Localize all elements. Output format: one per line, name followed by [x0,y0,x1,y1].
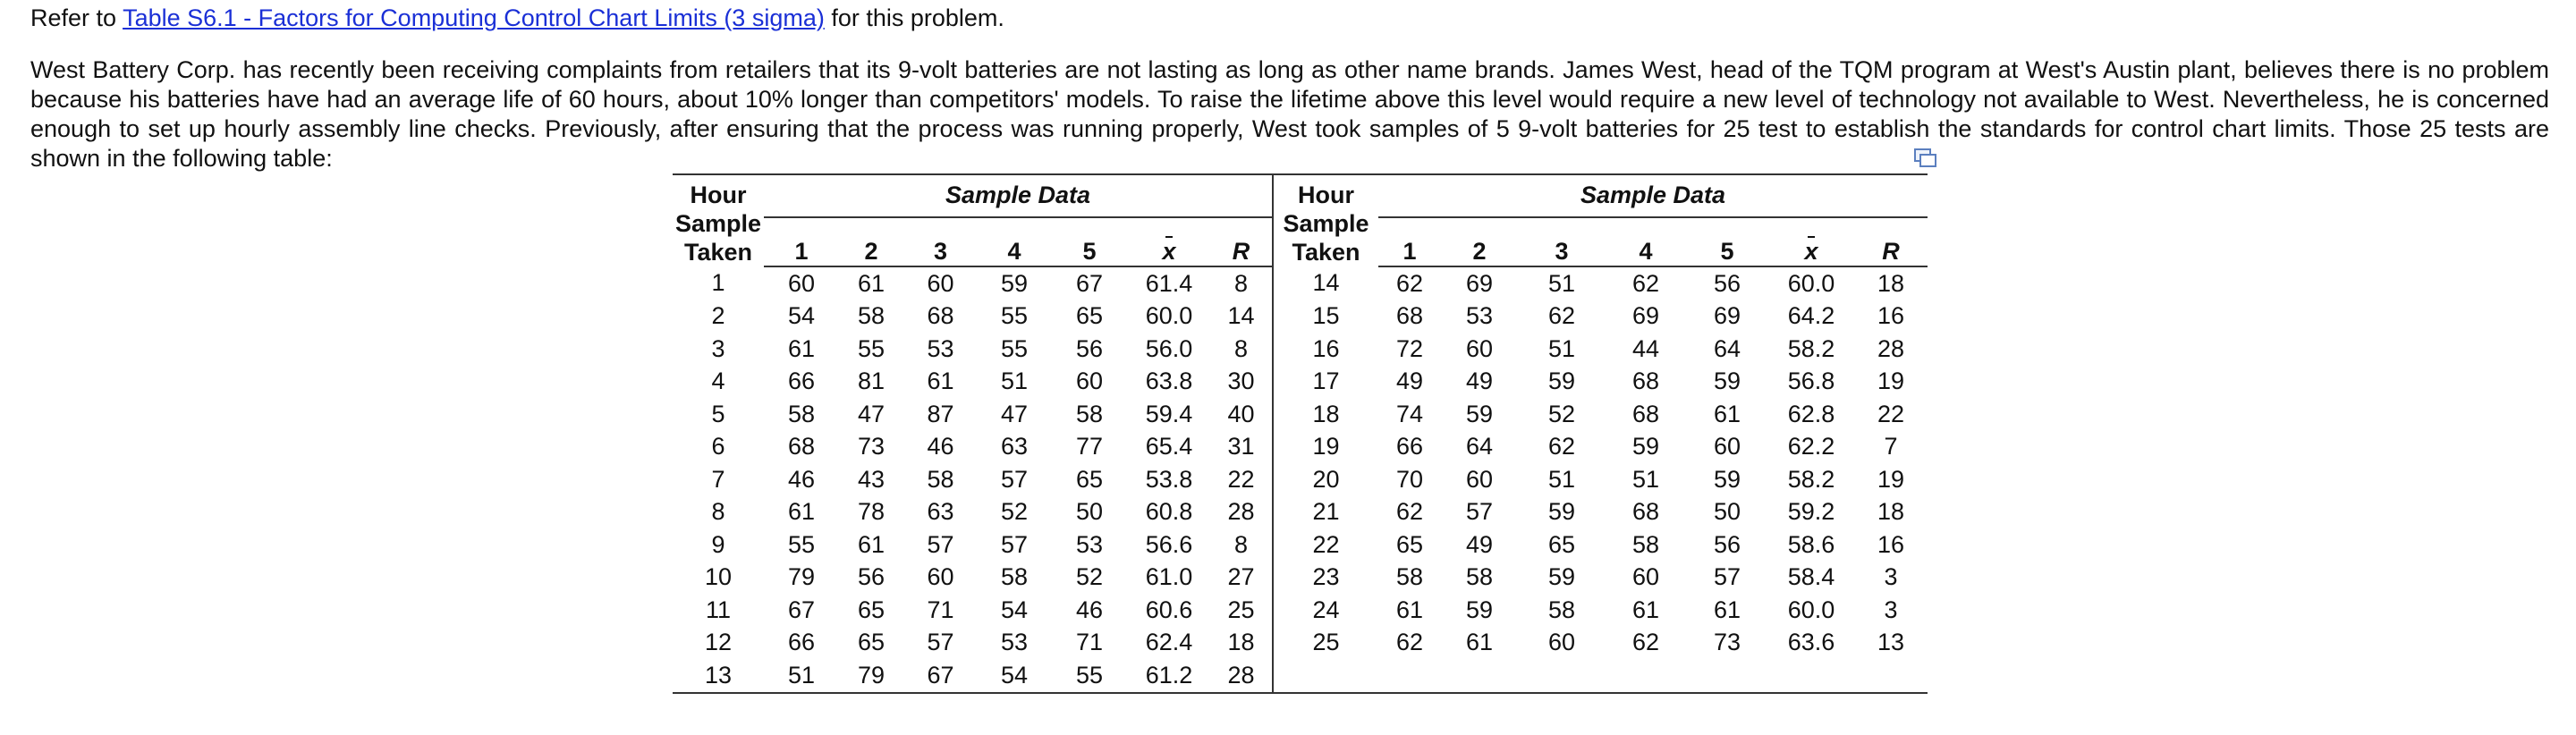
column-header-left-1 [839,217,903,266]
hour-header-right [1273,174,1378,266]
value-cell: 61 [857,530,886,558]
value-cell: 56 [857,563,886,591]
column-header-left-5 [1128,217,1210,266]
value-cell: 56 [1713,269,1741,297]
value-cell: 77 [1075,433,1104,460]
value-cell: 3 [1884,596,1898,623]
value-cell: 65.4 [1145,433,1193,460]
table-row [673,266,1928,300]
value-cell: 16 [1877,530,1905,558]
value-cell: 59.4 [1145,400,1193,427]
column-header-right-3 [1606,217,1686,266]
value-cell: 44 [1631,334,1660,362]
value-cell: 57 [927,629,954,656]
value-cell: 58 [857,302,886,330]
value-cell: 65 [1075,302,1104,330]
value-cell: 72 [1395,334,1424,362]
value-cell: 58.6 [1787,530,1835,558]
value-cell: 56.6 [1145,530,1193,558]
value-cell: 58 [787,400,816,427]
value-cell: 60 [1465,465,1494,493]
value-cell: 81 [857,368,886,395]
value-cell: 62 [1547,433,1576,460]
value-cell: 58 [1000,563,1029,591]
value-cell: 87 [927,400,954,427]
value-cell: 62 [1631,629,1660,656]
value-cell: 51 [1547,269,1576,297]
value-cell: 60 [1713,433,1741,460]
hour-cell: 3 [711,334,725,362]
value-cell: 43 [857,465,886,493]
hour-cell: 16 [1312,334,1340,362]
column-header-right-1 [1441,217,1518,266]
value-cell: 61 [787,498,816,526]
value-cell: 69 [1631,302,1660,330]
value-cell [1854,659,1928,693]
table-row [673,627,1928,660]
value-cell: 18 [1877,498,1905,526]
value-cell: 60.6 [1145,596,1193,623]
value-cell: 66 [1395,433,1424,460]
value-cell: 69 [1465,269,1494,297]
value-cell: 40 [1210,398,1273,431]
value-cell: 61 [1713,596,1741,623]
value-cell: 62 [1547,302,1576,330]
value-cell: 31 [1210,431,1273,464]
value-cell: 61 [927,368,954,395]
value-cell: 46 [787,465,816,493]
value-cell: 79 [839,659,903,693]
hour-cell: 24 [1312,596,1340,623]
value-cell: 61 [1631,596,1660,623]
value-cell: 63.6 [1787,629,1835,656]
value-cell: 47 [857,400,886,427]
value-cell: 28 [1210,496,1273,529]
table-row [673,463,1928,496]
table-row [673,496,1928,529]
value-cell: 50 [1713,498,1741,526]
hour-cell [1273,659,1378,693]
value-cell: 61 [1465,629,1494,656]
table-row [673,594,1928,627]
value-cell: 62.8 [1787,400,1835,427]
value-cell: 60 [1631,563,1660,591]
value-cell: 22 [1210,463,1273,496]
value-cell: 18 [1877,269,1905,297]
value-cell: 25 [1210,594,1273,627]
value-cell: 58.4 [1787,563,1835,591]
value-cell: 65 [1075,465,1104,493]
value-cell: 60 [1547,629,1576,656]
sample-data-table [673,173,1928,694]
value-cell: 62 [1395,498,1424,526]
problem-description: West Battery Corp. has recently been receiving complaints from retailers that its 9-volt batteries are not lasting as long as other name brands. James West, head of the TQM program at West's Austin plant, believes there is no problem because his batteries have had an average life of 60 hours, about 10% longer than competitors' models. To raise the lifetime above this level would require a new level of technology not available to West. Nevertheless, he is concerned enough to set up hourly assembly line checks. Previously, after ensuring that the process was running properly, West took samples of 5 9-volt batteries for 25 test to establish the standards for control chart limits. Those 25 tests are shown in the following table: [30,56,2549,172]
value-cell: 52 [1547,400,1576,427]
value-cell: 64.2 [1787,302,1835,330]
value-cell: 58 [1395,563,1424,591]
value-cell: 55 [1051,659,1128,693]
column-header-label: 5 [1082,238,1097,265]
hour-header-line: Sample [674,210,762,237]
hour-cell: 2 [711,302,725,330]
sample-data-table-container [673,173,1928,694]
sample-data-title-left: Sample Data [764,174,1273,217]
value-cell: 46 [927,433,954,460]
value-cell: 60.0 [1145,302,1193,330]
value-cell: 51 [1631,465,1660,493]
value-cell [1768,659,1854,693]
value-cell: 7 [1884,433,1898,460]
value-cell: 68 [1395,302,1424,330]
value-cell: 53 [927,334,954,362]
hour-cell: 4 [711,368,725,395]
value-cell: 27 [1210,562,1273,595]
hour-header-left [673,174,764,266]
column-header-label: R [1232,238,1250,265]
value-cell: 61.2 [1128,659,1210,693]
value-cell: 8 [1210,266,1273,300]
hour-cell: 11 [705,596,732,623]
hour-cell: 14 [1312,269,1340,297]
value-cell: 22 [1877,400,1905,427]
table-row [673,659,1928,693]
value-cell: 30 [1210,366,1273,399]
column-header-left-6 [1210,217,1273,266]
value-cell: 58 [1075,400,1104,427]
value-cell: 14 [1210,300,1273,334]
value-cell: 58 [927,465,954,493]
value-cell: 57 [1465,498,1494,526]
column-header-right-2 [1518,217,1606,266]
value-cell: 68 [787,433,816,460]
value-cell: 55 [1000,334,1029,362]
value-cell: 55 [857,334,886,362]
hour-cell: 22 [1312,530,1340,558]
hour-header-line: Sample [1283,210,1369,237]
value-cell: 66 [787,368,816,395]
value-cell [1518,659,1606,693]
value-cell: 59 [1713,368,1741,395]
column-header-label: 1 [1402,238,1417,265]
hour-cell: 19 [1312,433,1340,460]
column-header-label: 2 [864,238,878,265]
hour-cell: 17 [1312,368,1340,395]
column-header-right-0 [1378,217,1441,266]
hour-cell: 12 [704,629,733,656]
value-cell: 19 [1877,465,1905,493]
value-cell: 67 [903,659,978,693]
sample-data-title-right: Sample Data [1378,174,1928,217]
value-cell: 53 [1075,530,1104,558]
value-cell: 49 [1395,368,1424,395]
value-cell: 55 [1000,302,1029,330]
column-header-right-5 [1768,217,1854,266]
value-cell: 70 [1395,465,1424,493]
value-cell: 73 [857,433,886,460]
value-cell: 57 [1000,530,1029,558]
value-cell: 68 [1631,368,1660,395]
value-cell: 47 [1000,400,1029,427]
column-header-left-4 [1051,217,1128,266]
value-cell: 61.0 [1145,563,1193,591]
hour-cell: 15 [1312,302,1340,330]
column-header-label: R [1882,238,1900,265]
value-cell: 62 [1395,629,1424,656]
value-cell: 59.2 [1787,498,1835,526]
column-header-label: 4 [1639,238,1653,265]
column-header-label: 1 [794,238,809,265]
table-row [673,431,1928,464]
intro-prefix: Refer to [30,4,123,31]
column-header-label: 2 [1472,238,1487,265]
value-cell: 65 [1395,530,1424,558]
value-cell: 8 [1210,333,1273,366]
value-cell: 59 [1465,400,1494,427]
hour-cell: 10 [704,563,733,591]
value-cell: 63.8 [1145,368,1193,395]
hour-header-line: Hour [1298,182,1354,208]
hour-cell: 9 [711,530,725,558]
value-cell: 28 [1210,659,1273,693]
hour-header-line: Taken [683,239,753,266]
value-cell: 67 [1075,269,1104,297]
value-cell [1686,659,1768,693]
column-header-left-0 [764,217,839,266]
hour-cell: 5 [711,400,725,427]
value-cell: 66 [787,629,816,656]
value-cell: 3 [1884,563,1898,591]
value-cell: 57 [1000,465,1029,493]
factors-table-link[interactable]: Table S6.1 - Factors for Computing Control Chart Limits (3 sigma) [123,4,825,31]
value-cell: 50 [1075,498,1104,526]
value-cell: 60 [1075,368,1104,395]
value-cell: 64 [1713,334,1741,362]
column-header-label: x [1162,238,1176,265]
table-row [673,562,1928,595]
value-cell: 61 [1395,596,1424,623]
value-cell: 63 [927,498,954,526]
hour-header-line: Taken [1292,239,1360,266]
value-cell: 56 [1713,530,1741,558]
value-cell: 57 [1713,563,1741,591]
value-cell: 60.0 [1787,269,1835,297]
value-cell: 78 [857,498,886,526]
value-cell: 54 [978,659,1051,693]
value-cell: 62 [1631,269,1660,297]
column-header-label: 5 [1720,238,1734,265]
value-cell: 64 [1465,433,1494,460]
value-cell: 59 [1000,269,1029,297]
value-cell: 59 [1547,563,1576,591]
value-cell: 67 [787,596,816,623]
value-cell: 61 [787,334,816,362]
value-cell: 71 [927,596,954,623]
value-cell: 56 [1075,334,1104,362]
value-cell: 8 [1210,528,1273,562]
value-cell: 59 [1547,368,1576,395]
value-cell: 68 [1631,400,1660,427]
value-cell: 79 [787,563,816,591]
value-cell: 68 [1631,498,1660,526]
value-cell: 61 [857,269,886,297]
value-cell: 16 [1877,302,1905,330]
value-cell: 68 [927,302,954,330]
value-cell: 59 [1631,433,1660,460]
value-cell [1606,659,1686,693]
value-cell: 51 [1000,368,1029,395]
value-cell: 19 [1877,368,1905,395]
hour-cell: 18 [1312,400,1340,427]
column-header-right-6 [1854,217,1928,266]
value-cell: 49 [1465,530,1494,558]
column-header-right-4 [1686,217,1768,266]
hour-cell: 23 [1312,563,1340,591]
value-cell: 73 [1713,629,1741,656]
value-cell: 61 [1713,400,1741,427]
column-header-label: 3 [933,238,948,265]
hour-cell: 8 [711,498,725,526]
hour-header-line: Hour [690,182,747,208]
value-cell [1378,659,1441,693]
value-cell [1441,659,1518,693]
value-cell: 49 [1465,368,1494,395]
hour-cell: 21 [1312,498,1340,526]
value-cell: 51 [764,659,839,693]
value-cell: 52 [1075,563,1104,591]
value-cell: 13 [1877,629,1905,656]
value-cell: 74 [1395,400,1424,427]
hour-cell: 7 [711,465,725,493]
value-cell: 58.2 [1787,334,1835,362]
value-cell: 65 [857,596,886,623]
value-cell: 28 [1877,334,1905,362]
value-cell: 51 [1547,465,1576,493]
column-header-label: 3 [1555,238,1569,265]
value-cell: 58 [1465,563,1494,591]
value-cell: 60 [927,269,954,297]
column-header-left-3 [978,217,1051,266]
value-cell: 59 [1713,465,1741,493]
value-cell: 60 [1465,334,1494,362]
value-cell: 62.4 [1145,629,1193,656]
column-header-label: x [1804,238,1818,265]
value-cell: 59 [1465,596,1494,623]
value-cell: 18 [1210,627,1273,660]
value-cell: 53.8 [1145,465,1193,493]
column-header-left-2 [903,217,978,266]
table-row [673,300,1928,334]
value-cell: 54 [1000,596,1029,623]
table-row [673,366,1928,399]
table-row [673,333,1928,366]
hour-cell: 25 [1312,629,1340,656]
copy-table-icon[interactable] [1914,148,1937,168]
value-cell: 65 [1547,530,1576,558]
value-cell: 62 [1395,269,1424,297]
hour-cell: 6 [711,433,725,460]
value-cell: 65 [857,629,886,656]
value-cell: 55 [787,530,816,558]
table-row [673,528,1928,562]
value-cell: 58.2 [1787,465,1835,493]
value-cell: 69 [1713,302,1741,330]
value-cell: 46 [1075,596,1104,623]
intro-line [30,4,1004,32]
value-cell: 60.8 [1145,498,1193,526]
value-cell: 51 [1547,334,1576,362]
value-cell: 56.8 [1787,368,1835,395]
value-cell: 58 [1631,530,1660,558]
value-cell: 60 [927,563,954,591]
value-cell: 53 [1000,629,1029,656]
value-cell: 60.0 [1787,596,1835,623]
hour-cell: 13 [673,659,764,693]
value-cell: 61.4 [1145,269,1193,297]
value-cell: 57 [927,530,954,558]
value-cell: 54 [787,302,816,330]
value-cell: 59 [1547,498,1576,526]
hour-cell: 1 [711,269,725,297]
hour-cell: 20 [1312,465,1340,493]
value-cell: 52 [1000,498,1029,526]
table-row [673,398,1928,431]
value-cell: 71 [1075,629,1104,656]
value-cell: 60 [787,269,816,297]
column-header-label: 4 [1007,238,1021,265]
value-cell: 53 [1465,302,1494,330]
value-cell: 56.0 [1145,334,1193,362]
value-cell: 63 [1000,433,1029,460]
value-cell: 62.2 [1787,433,1835,460]
intro-suffix: for this problem. [824,4,1004,31]
value-cell: 58 [1547,596,1576,623]
